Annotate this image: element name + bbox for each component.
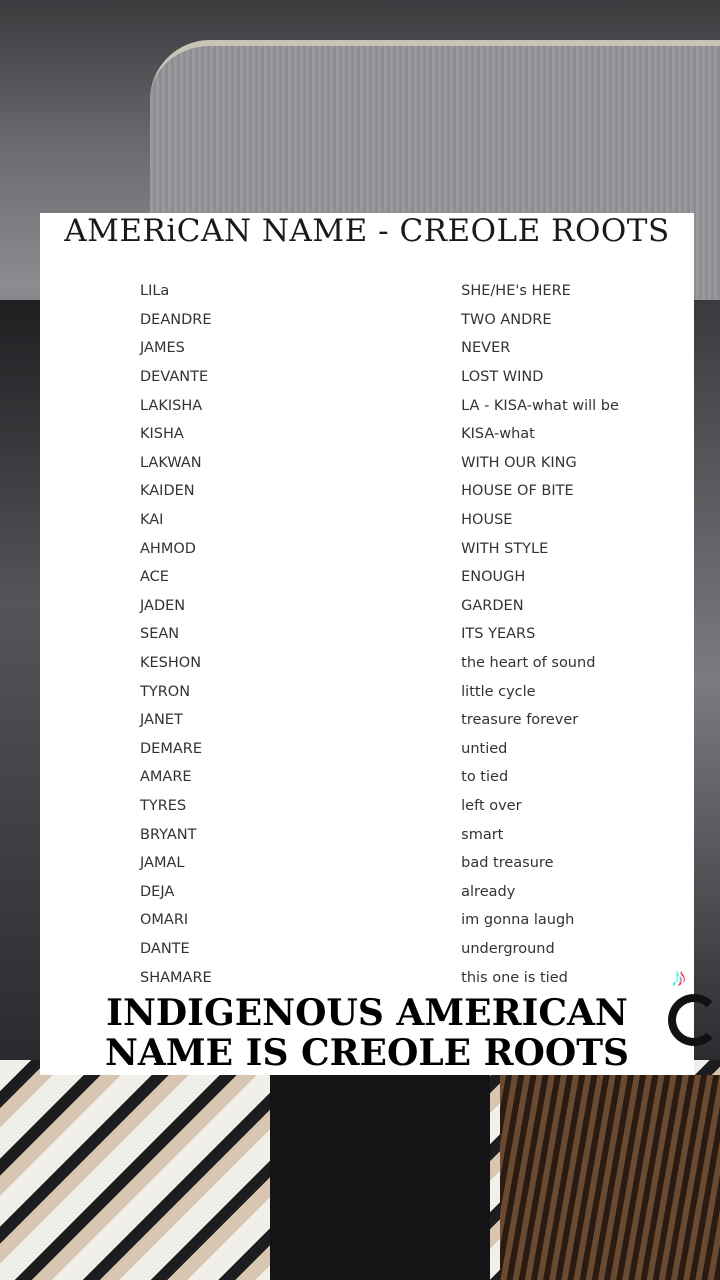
list-item <box>140 935 660 964</box>
american-name: KAIDEN <box>140 483 195 500</box>
list-item <box>140 477 660 506</box>
american-name: SEAN <box>140 626 180 643</box>
list-item <box>140 363 660 392</box>
creole-meaning: SHE/HE's HERE <box>461 283 571 300</box>
list-item <box>140 391 660 420</box>
caption-line-1: INDIGENOUS AMERICAN <box>106 992 628 1034</box>
creole-meaning: untied <box>461 740 508 757</box>
list-item <box>140 592 660 621</box>
list-item <box>140 677 660 706</box>
creole-meaning: HOUSE <box>461 512 513 529</box>
profile-ring-icon <box>668 994 720 1046</box>
american-name: KISHA <box>140 426 184 443</box>
american-name: DEMARE <box>140 740 202 757</box>
creole-meaning: WITH OUR KING <box>461 454 577 471</box>
creole-meaning: KISA-what <box>461 426 535 443</box>
creole-meaning: HOUSE OF BITE <box>461 483 574 500</box>
creole-meaning: treasure forever <box>461 712 579 729</box>
document-card <box>40 213 694 1075</box>
american-name: JANET <box>140 712 183 729</box>
american-name: BRYANT <box>140 826 197 843</box>
american-name: KAI <box>140 512 164 529</box>
list-item <box>140 906 660 935</box>
american-name: LAKWAN <box>140 454 202 471</box>
creole-meaning: smart <box>461 826 504 843</box>
american-name: TYRON <box>140 683 191 700</box>
american-name: OMARI <box>140 912 189 929</box>
list-item <box>140 563 660 592</box>
list-item <box>140 792 660 821</box>
list-item <box>140 877 660 906</box>
list-item <box>140 849 660 878</box>
list-item <box>140 306 660 335</box>
american-name: DEANDRE <box>140 311 212 328</box>
list-item <box>140 277 660 306</box>
american-name: AMARE <box>140 769 192 786</box>
list-item <box>140 963 660 992</box>
creole-meaning: to tied <box>461 769 509 786</box>
creole-meaning: this one is tied <box>461 969 568 986</box>
list-item <box>140 820 660 849</box>
american-name: JADEN <box>140 597 186 614</box>
american-name: ACE <box>140 569 169 586</box>
creole-meaning: NEVER <box>461 340 511 357</box>
list-item <box>140 706 660 735</box>
tiktok-logo-icon: ♪ <box>672 962 686 992</box>
list-item <box>140 620 660 649</box>
american-name: TYRES <box>140 797 187 814</box>
background-right-wall <box>690 300 720 1060</box>
american-name: SHAMARE <box>140 969 212 986</box>
creole-meaning: LOST WIND <box>461 369 544 386</box>
creole-meaning: ITS YEARS <box>461 626 536 643</box>
list-item <box>140 763 660 792</box>
creole-meaning: already <box>461 883 516 900</box>
american-name: LAKISHA <box>140 397 203 414</box>
creole-meaning: left over <box>461 797 522 814</box>
american-name: JAMES <box>140 340 185 357</box>
american-name: DEJA <box>140 883 175 900</box>
american-name: JAMAL <box>140 855 185 872</box>
list-item <box>140 334 660 363</box>
creole-meaning: bad treasure <box>461 855 554 872</box>
creole-meaning: underground <box>461 940 555 957</box>
creole-meaning: TWO ANDRE <box>461 311 552 328</box>
document-title: AMERiCAN NAME - CREOLE ROOTS <box>64 213 670 249</box>
list-item <box>140 420 660 449</box>
american-name: DANTE <box>140 940 190 957</box>
creole-meaning: WITH STYLE <box>461 540 549 557</box>
american-name: DEVANTE <box>140 369 209 386</box>
list-item <box>140 449 660 478</box>
creole-meaning: the heart of sound <box>461 655 596 672</box>
caption <box>40 993 694 1073</box>
list-item <box>140 506 660 535</box>
creole-meaning: ENOUGH <box>461 569 526 586</box>
caption-line-2: NAME IS CREOLE ROOTS <box>104 1032 630 1074</box>
creole-meaning: GARDEN <box>461 597 524 614</box>
background-clothing-center <box>270 1070 490 1280</box>
creole-meaning: im gonna laugh <box>461 912 575 929</box>
name-list <box>140 277 660 992</box>
american-name: AHMOD <box>140 540 196 557</box>
list-item <box>140 649 660 678</box>
list-item <box>140 534 660 563</box>
list-item <box>140 735 660 764</box>
american-name: LILa <box>140 283 170 300</box>
creole-meaning: LA - KISA-what will be <box>461 397 619 414</box>
background-hair <box>500 1075 720 1280</box>
creole-meaning: little cycle <box>461 683 536 700</box>
american-name: KESHON <box>140 655 202 672</box>
